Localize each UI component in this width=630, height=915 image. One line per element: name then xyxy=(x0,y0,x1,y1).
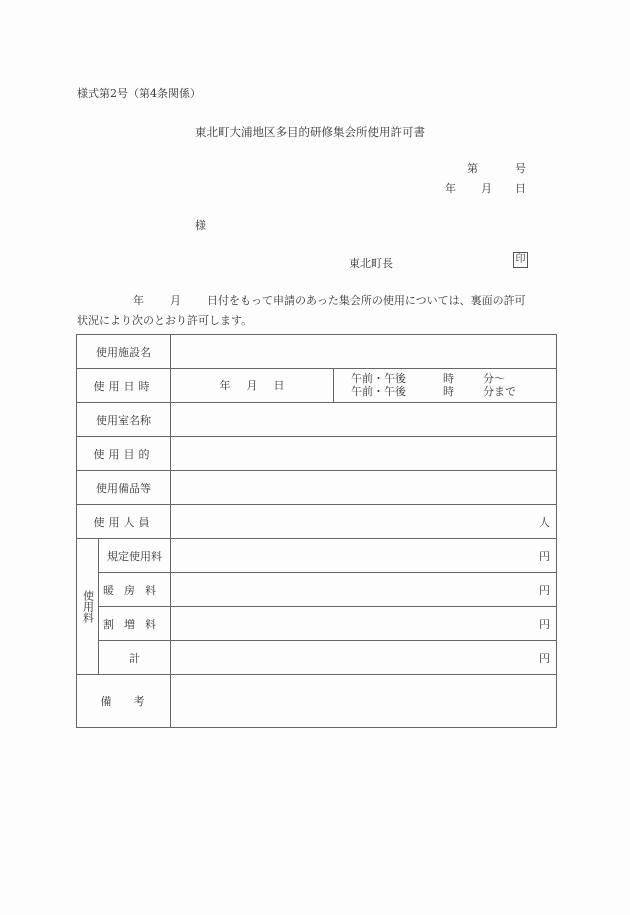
datetime-label: 使用日時 xyxy=(77,369,171,403)
table-row-people xyxy=(77,505,557,539)
intro-paragraph-line1 xyxy=(133,292,526,308)
usage-times[interactable] xyxy=(334,369,556,402)
table-row-datetime xyxy=(77,369,557,403)
issue-year: 年 xyxy=(445,182,456,195)
remarks-value[interactable] xyxy=(171,675,557,728)
table-row-fee xyxy=(77,539,557,573)
table-row-fee xyxy=(77,607,557,641)
start-ampm: 午前・午後 xyxy=(351,372,406,385)
purpose-label: 使用目的 xyxy=(77,437,171,471)
issue-month: 月 xyxy=(481,182,492,195)
fee-label: 規定使用料 xyxy=(99,539,171,573)
fee-value[interactable]: 円 xyxy=(171,573,557,607)
usage-month: 月 xyxy=(246,379,258,392)
document-title: 東北町大浦地区多目的研修集会所使用許可書 xyxy=(195,125,425,139)
datetime-value[interactable] xyxy=(171,369,557,403)
para-year: 年 xyxy=(133,294,144,307)
room-value[interactable] xyxy=(171,403,557,437)
facility-value[interactable] xyxy=(171,335,557,369)
intro-paragraph-line2: 状況により次のとおり許可します。 xyxy=(77,314,253,327)
number-suffix: 号 xyxy=(515,162,526,175)
addressee-suffix: 様 xyxy=(195,219,206,232)
number-prefix: 第 xyxy=(467,162,478,175)
equipment-value[interactable] xyxy=(171,471,557,505)
purpose-value[interactable] xyxy=(171,437,557,471)
table-row-equipment xyxy=(77,471,557,505)
table-row-room xyxy=(77,403,557,437)
people-label: 使用人員 xyxy=(77,505,171,539)
fee-value[interactable]: 円 xyxy=(171,607,557,641)
table-row-remarks xyxy=(77,675,557,728)
issue-day: 日 xyxy=(515,182,526,195)
fee-group-label: 使用料 xyxy=(77,539,99,675)
facility-label: 使用施設名 xyxy=(77,335,171,369)
para-text: 日付をもって申請のあった集会所の使用については、裏面の許可 xyxy=(207,294,526,307)
permit-table xyxy=(76,334,557,728)
start-minute: 分～ xyxy=(483,372,505,385)
people-value[interactable]: 人 xyxy=(171,505,557,539)
seal-icon: 印 xyxy=(513,252,528,268)
form-number: 様式第2号（第4条関係） xyxy=(77,87,201,100)
usage-date[interactable] xyxy=(171,369,334,402)
start-hour: 時 xyxy=(443,372,454,385)
usage-year: 年 xyxy=(219,379,231,392)
fee-value[interactable]: 円 xyxy=(171,539,557,573)
end-ampm: 午前・午後 xyxy=(351,385,406,398)
issuer-name: 東北町長 xyxy=(349,257,393,270)
remarks-label: 備考 xyxy=(77,675,171,728)
table-row-purpose xyxy=(77,437,557,471)
fee-total-value[interactable]: 円 xyxy=(171,641,557,675)
fee-label: 暖房料 xyxy=(99,573,171,607)
equipment-label: 使用備品等 xyxy=(77,471,171,505)
end-minute: 分まで xyxy=(483,385,516,398)
fee-total-label: 計 xyxy=(99,641,171,675)
room-label: 使用室名称 xyxy=(77,403,171,437)
para-month: 月 xyxy=(170,294,181,307)
end-hour: 時 xyxy=(443,385,454,398)
table-row-facility xyxy=(77,335,557,369)
fee-label: 割増料 xyxy=(99,607,171,641)
table-row-fee xyxy=(77,573,557,607)
usage-day: 日 xyxy=(273,379,285,392)
table-row-fee-total xyxy=(77,641,557,675)
